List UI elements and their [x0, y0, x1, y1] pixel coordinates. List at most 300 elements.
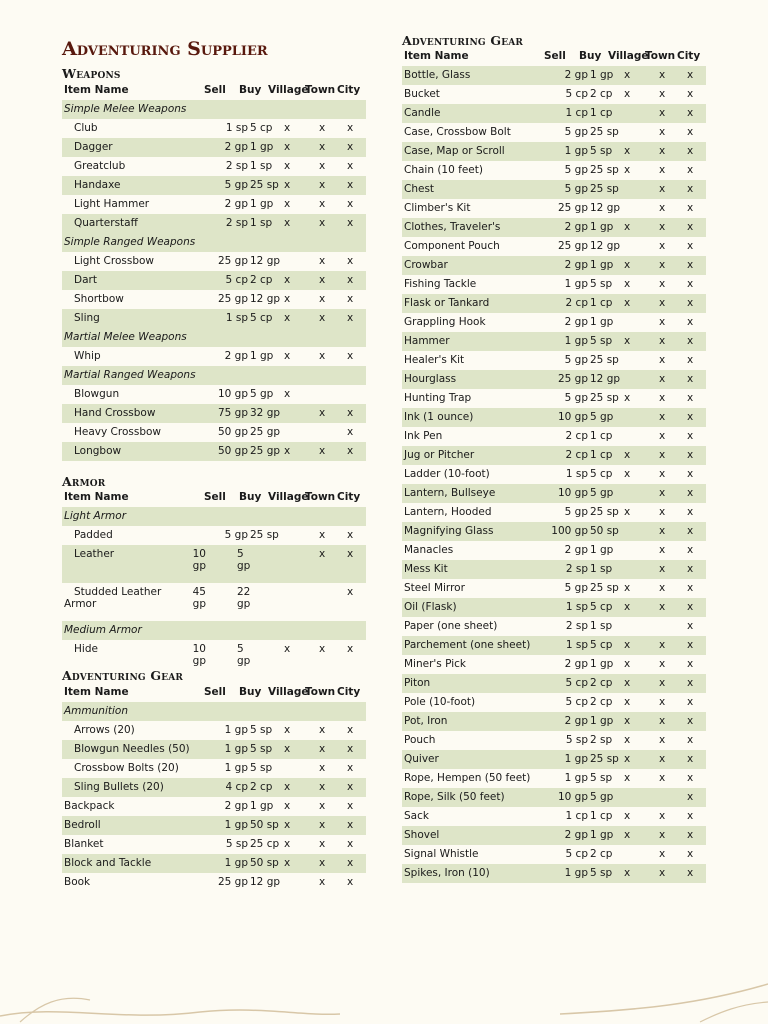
item-buy: 2 cp — [590, 88, 613, 100]
item-name: Padded — [74, 529, 113, 541]
town-mark: x — [659, 297, 666, 309]
table-row — [402, 579, 706, 598]
city-mark: x — [687, 449, 694, 461]
town-mark: x — [319, 838, 326, 850]
town-mark: x — [319, 781, 326, 793]
item-sell: 2 gp — [224, 350, 248, 362]
item-name: Piton — [404, 677, 431, 689]
city-mark: x — [347, 350, 354, 362]
item-sell: 1 gp — [564, 335, 588, 347]
table-row — [402, 66, 706, 85]
town-mark: x — [659, 468, 666, 480]
town-mark: x — [319, 743, 326, 755]
city-mark: x — [347, 724, 354, 736]
item-sell: 2 gp — [224, 800, 248, 812]
town-mark: x — [659, 582, 666, 594]
town-mark: x — [659, 278, 666, 290]
header-city: City — [337, 686, 361, 698]
city-mark: x — [687, 411, 694, 423]
table-row — [62, 583, 366, 621]
city-mark: x — [347, 160, 354, 172]
header-city: City — [677, 50, 701, 62]
village-mark: x — [284, 198, 291, 210]
item-name: Bedroll — [64, 819, 101, 831]
city-mark: x — [687, 107, 694, 119]
city-mark: x — [687, 354, 694, 366]
table-row — [402, 199, 706, 218]
town-mark: x — [319, 312, 326, 324]
village-mark: x — [284, 122, 291, 134]
item-buy: 1 gp — [590, 316, 614, 328]
item-buy: 25 sp — [590, 753, 619, 765]
item-name: Paper (one sheet) — [404, 620, 498, 632]
item-sell: 45 gp — [192, 586, 206, 610]
item-name: Candle — [404, 107, 441, 119]
item-sell: 2 gp — [564, 221, 588, 233]
item-sell: 5 gp — [564, 354, 588, 366]
table-row — [402, 826, 706, 845]
table-row — [402, 370, 706, 389]
town-mark: x — [319, 445, 326, 457]
city-mark: x — [347, 838, 354, 850]
item-name: Crossbow Bolts (20) — [74, 762, 179, 774]
item-name: Bottle, Glass — [404, 69, 471, 81]
town-mark: x — [319, 255, 326, 267]
city-mark: x — [687, 848, 694, 860]
item-buy: 1 cp — [590, 107, 613, 119]
header-sell: Sell — [204, 686, 226, 698]
village-mark: x — [624, 658, 631, 670]
city-mark: x — [687, 829, 694, 841]
town-mark: x — [319, 857, 326, 869]
item-sell: 4 cp — [225, 781, 248, 793]
item-name: Leather — [74, 548, 115, 560]
table-header — [402, 47, 706, 66]
table-row — [402, 655, 706, 674]
town-mark: x — [659, 658, 666, 670]
item-buy: 5 gp — [590, 791, 614, 803]
table-row — [62, 309, 366, 328]
town-mark: x — [659, 202, 666, 214]
item-name: Club — [74, 122, 98, 134]
town-mark: x — [659, 544, 666, 556]
city-mark: x — [687, 582, 694, 594]
town-mark: x — [659, 753, 666, 765]
village-mark: x — [284, 312, 291, 324]
table-row — [62, 252, 366, 271]
item-name: Healer's Kit — [404, 354, 465, 366]
city-mark: x — [687, 658, 694, 670]
header-town: Town — [305, 686, 336, 698]
town-mark: x — [319, 643, 326, 655]
header-buy: Buy — [579, 50, 602, 62]
village-mark: x — [624, 259, 631, 271]
item-sell: 10 gp — [557, 791, 588, 803]
item-sell: 2 gp — [564, 829, 588, 841]
city-mark: x — [347, 407, 354, 419]
decorative-border — [0, 964, 768, 1024]
city-mark: x — [347, 800, 354, 812]
table-row — [62, 835, 366, 854]
item-sell: 25 gp — [217, 255, 248, 267]
header-town: Town — [305, 491, 336, 503]
item-sell: 25 gp — [217, 876, 248, 888]
town-mark: x — [659, 221, 666, 233]
item-buy: 32 gp — [250, 407, 281, 419]
item-name: Hide — [74, 643, 98, 655]
city-mark: x — [687, 259, 694, 271]
item-buy: 25 sp — [250, 179, 279, 191]
city-mark: x — [687, 392, 694, 404]
town-mark: x — [659, 373, 666, 385]
item-name: Hunting Trap — [404, 392, 472, 404]
village-mark: x — [624, 639, 631, 651]
city-mark: x — [347, 141, 354, 153]
table-row — [62, 157, 366, 176]
item-buy: 1 cp — [590, 430, 613, 442]
item-buy: 5 cp — [590, 468, 613, 480]
item-sell: 1 cp — [565, 810, 588, 822]
town-mark: x — [319, 407, 326, 419]
item-name: Blanket — [64, 838, 104, 850]
town-mark: x — [659, 354, 666, 366]
table-row — [62, 404, 366, 423]
town-mark: x — [319, 179, 326, 191]
weapons-heading: Weapons — [62, 66, 121, 81]
town-mark: x — [659, 525, 666, 537]
town-mark: x — [659, 734, 666, 746]
table-row — [402, 123, 706, 142]
item-sell: 1 gp — [564, 145, 588, 157]
header-town: Town — [305, 84, 336, 96]
table-row — [402, 180, 706, 199]
town-mark: x — [319, 724, 326, 736]
village-mark: x — [284, 217, 291, 229]
item-sell: 10 gp — [217, 388, 248, 400]
town-mark: x — [319, 800, 326, 812]
city-mark: x — [687, 373, 694, 385]
city-mark: x — [347, 198, 354, 210]
city-mark: x — [347, 426, 354, 438]
item-sell: 5 cp — [225, 274, 248, 286]
town-mark: x — [659, 848, 666, 860]
item-name: Chest — [404, 183, 435, 195]
item-name: Arrows (20) — [74, 724, 135, 736]
city-mark: x — [687, 696, 694, 708]
item-buy: 1 gp — [250, 198, 274, 210]
village-mark: x — [624, 88, 631, 100]
header-city: City — [337, 491, 361, 503]
town-mark: x — [319, 529, 326, 541]
item-buy: 25 sp — [590, 164, 619, 176]
category-row — [62, 233, 366, 252]
city-mark: x — [687, 468, 694, 480]
city-mark: x — [687, 810, 694, 822]
table-row — [62, 778, 366, 797]
page-title: Adventuring Supplier — [62, 38, 268, 60]
item-name: Signal Whistle — [404, 848, 479, 860]
city-mark: x — [687, 506, 694, 518]
village-mark: x — [624, 506, 631, 518]
table-row — [402, 332, 706, 351]
table-row — [402, 674, 706, 693]
item-sell: 5 gp — [564, 183, 588, 195]
item-name: Miner's Pick — [404, 658, 466, 670]
category-label: Martial Ranged Weapons — [64, 369, 196, 381]
item-name: Ink Pen — [404, 430, 443, 442]
table-row — [402, 294, 706, 313]
item-buy: 25 sp — [590, 506, 619, 518]
town-mark: x — [659, 164, 666, 176]
table-row — [402, 465, 706, 484]
village-mark: x — [284, 141, 291, 153]
item-name: Climber's Kit — [404, 202, 471, 214]
town-mark: x — [659, 183, 666, 195]
item-name: Hourglass — [404, 373, 457, 385]
item-buy: 5 gp — [237, 643, 251, 667]
adventuring-gear-table-right — [402, 47, 706, 883]
city-mark: x — [347, 743, 354, 755]
item-name: Crowbar — [404, 259, 448, 271]
item-name: Chain (10 feet) — [404, 164, 483, 176]
village-mark: x — [624, 715, 631, 727]
village-mark: x — [284, 857, 291, 869]
town-mark: x — [659, 506, 666, 518]
table-row — [402, 161, 706, 180]
village-mark: x — [284, 819, 291, 831]
table-row — [62, 176, 366, 195]
item-name: Light Crossbow — [74, 255, 155, 267]
city-mark: x — [687, 126, 694, 138]
item-name: Dagger — [74, 141, 113, 153]
table-row — [402, 731, 706, 750]
item-name: Block and Tackle — [64, 857, 152, 869]
category-label: Simple Melee Weapons — [64, 103, 187, 115]
header-sell: Sell — [204, 84, 226, 96]
header-town: Town — [645, 50, 676, 62]
table-row — [402, 351, 706, 370]
city-mark: x — [687, 88, 694, 100]
table-row — [402, 769, 706, 788]
table-row — [62, 290, 366, 309]
table-row — [62, 442, 366, 461]
town-mark: x — [319, 122, 326, 134]
table-row — [62, 721, 366, 740]
item-sell: 5 cp — [565, 848, 588, 860]
village-mark: x — [624, 601, 631, 613]
city-mark: x — [687, 164, 694, 176]
header-item-name: Item Name — [64, 686, 129, 698]
village-mark: x — [624, 221, 631, 233]
village-mark: x — [624, 772, 631, 784]
city-mark: x — [687, 183, 694, 195]
item-buy: 25 sp — [590, 126, 619, 138]
item-name: Ink (1 ounce) — [404, 411, 474, 423]
item-sell: 5 gp — [224, 179, 248, 191]
item-sell: 5 cp — [565, 696, 588, 708]
item-sell: 75 gp — [217, 407, 248, 419]
city-mark: x — [347, 548, 354, 560]
table-row — [402, 750, 706, 769]
item-sell: 5 gp — [564, 126, 588, 138]
header-buy: Buy — [239, 84, 262, 96]
city-mark: x — [347, 274, 354, 286]
city-mark: x — [347, 122, 354, 134]
item-sell: 2 gp — [564, 259, 588, 271]
item-name: Grappling Hook — [404, 316, 486, 328]
item-sell: 2 gp — [224, 198, 248, 210]
item-buy: 1 gp — [590, 221, 614, 233]
item-buy: 1 gp — [250, 350, 274, 362]
item-buy: 1 gp — [590, 715, 614, 727]
town-mark: x — [659, 810, 666, 822]
table-row — [62, 873, 366, 892]
table-row — [402, 446, 706, 465]
item-buy: 5 cp — [590, 639, 613, 651]
item-sell: 2 gp — [564, 658, 588, 670]
table-row — [402, 104, 706, 123]
town-mark: x — [319, 160, 326, 172]
village-mark: x — [624, 449, 631, 461]
item-name: Pouch — [404, 734, 436, 746]
category-row — [62, 100, 366, 119]
item-name: Hammer — [404, 335, 450, 347]
table-row — [402, 408, 706, 427]
village-mark: x — [624, 164, 631, 176]
item-name: Sling — [74, 312, 100, 324]
item-buy: 12 gp — [250, 876, 281, 888]
city-mark: x — [347, 643, 354, 655]
table-header — [62, 81, 366, 100]
item-buy: 1 cp — [590, 297, 613, 309]
item-buy: 12 gp — [250, 255, 281, 267]
armor-heading: Armor — [62, 474, 106, 489]
table-row — [62, 138, 366, 157]
city-mark: x — [347, 529, 354, 541]
item-buy: 5 sp — [590, 278, 613, 290]
item-buy: 1 cp — [590, 810, 613, 822]
item-sell: 1 gp — [564, 278, 588, 290]
item-buy: 5 cp — [250, 122, 273, 134]
item-sell: 5 gp — [224, 529, 248, 541]
item-name: Flask or Tankard — [404, 297, 490, 309]
item-buy: 2 cp — [250, 781, 273, 793]
table-row — [62, 195, 366, 214]
table-header — [62, 683, 366, 702]
item-sell: 1 gp — [224, 857, 248, 869]
item-name: Mess Kit — [404, 563, 448, 575]
table-row — [402, 845, 706, 864]
item-buy: 1 gp — [590, 69, 614, 81]
table-row — [62, 816, 366, 835]
item-buy: 50 sp — [250, 857, 279, 869]
item-buy: 1 gp — [250, 141, 274, 153]
item-buy: 12 gp — [590, 202, 621, 214]
town-mark: x — [659, 829, 666, 841]
item-name: Parchement (one sheet) — [404, 639, 531, 651]
item-buy: 12 gp — [590, 373, 621, 385]
item-sell: 25 gp — [557, 202, 588, 214]
item-buy: 5 gp — [590, 411, 614, 423]
category-label: Ammunition — [64, 705, 128, 717]
table-row — [402, 693, 706, 712]
item-buy: 5 cp — [250, 312, 273, 324]
village-mark: x — [284, 160, 291, 172]
adventuring-gear-heading-left: Adventuring Gear — [62, 668, 184, 683]
table-row — [402, 560, 706, 579]
village-mark: x — [624, 278, 631, 290]
item-buy: 2 cp — [590, 696, 613, 708]
item-sell: 10 gp — [192, 643, 206, 667]
item-sell: 10 gp — [557, 411, 588, 423]
item-sell: 50 gp — [217, 426, 248, 438]
category-label: Light Armor — [64, 510, 127, 522]
item-buy: 25 sp — [250, 529, 279, 541]
table-row — [402, 541, 706, 560]
item-name: Studded Leather Armor — [64, 586, 162, 610]
item-sell: 5 cp — [565, 677, 588, 689]
item-buy: 25 cp — [250, 838, 280, 850]
city-mark: x — [347, 255, 354, 267]
city-mark: x — [347, 819, 354, 831]
item-buy: 2 cp — [590, 677, 613, 689]
item-sell: 1 gp — [224, 724, 248, 736]
table-row — [402, 484, 706, 503]
item-name: Blowgun Needles (50) — [74, 743, 190, 755]
town-mark: x — [659, 259, 666, 271]
item-sell: 1 sp — [565, 468, 588, 480]
header-sell: Sell — [204, 491, 226, 503]
item-sell: 5 gp — [564, 506, 588, 518]
table-row — [62, 854, 366, 873]
town-mark: x — [319, 141, 326, 153]
table-row — [62, 759, 366, 778]
item-name: Lantern, Bullseye — [404, 487, 496, 499]
table-row — [402, 636, 706, 655]
town-mark: x — [659, 126, 666, 138]
item-name: Fishing Tackle — [404, 278, 477, 290]
town-mark: x — [659, 240, 666, 252]
town-mark: x — [319, 293, 326, 305]
item-buy: 1 sp — [250, 217, 273, 229]
table-row — [402, 617, 706, 636]
village-mark: x — [284, 838, 291, 850]
town-mark: x — [659, 772, 666, 784]
item-buy: 1 gp — [590, 658, 614, 670]
town-mark: x — [659, 107, 666, 119]
town-mark: x — [659, 487, 666, 499]
town-mark: x — [659, 430, 666, 442]
item-sell: 2 sp — [565, 620, 588, 632]
city-mark: x — [687, 316, 694, 328]
item-buy: 5 sp — [250, 724, 273, 736]
item-name: Case, Map or Scroll — [404, 145, 505, 157]
town-mark: x — [659, 145, 666, 157]
table-row — [402, 807, 706, 826]
item-sell: 2 cp — [565, 297, 588, 309]
item-sell: 2 sp — [225, 217, 248, 229]
table-row — [402, 313, 706, 332]
item-sell: 2 gp — [564, 316, 588, 328]
item-sell: 1 sp — [225, 312, 248, 324]
item-buy: 5 gp — [237, 548, 251, 572]
city-mark: x — [687, 297, 694, 309]
table-row — [402, 427, 706, 446]
item-buy: 1 sp — [250, 160, 273, 172]
table-header — [62, 488, 366, 507]
header-item-name: Item Name — [64, 491, 129, 503]
header-city: City — [337, 84, 361, 96]
